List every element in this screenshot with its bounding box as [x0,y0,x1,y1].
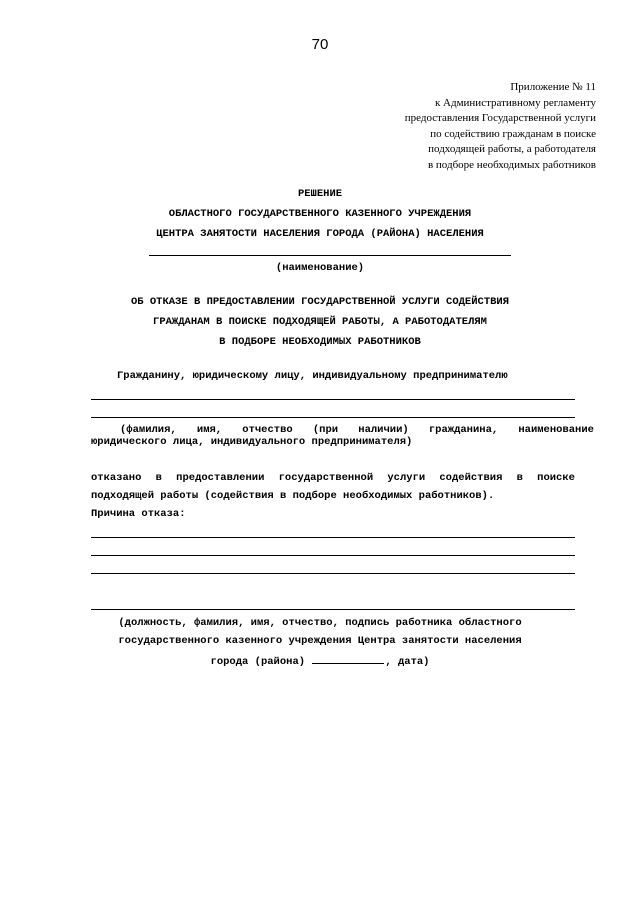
appendix-block [336,80,596,174]
addressee-caption-line-2: юридического лица, индивидуального предпринимателя) [91,436,413,448]
signature-blank-line [91,609,575,610]
appendix-line: предоставления Государственной услуги [404,112,596,125]
reason-label: Причина отказа: [91,508,186,520]
page-number: 70 [311,36,329,53]
refusal-word: отказано [91,472,142,484]
refusal-word: поиске [537,472,575,484]
caption-word: (при [312,424,339,436]
organization-line-2: ЦЕНТРА ЗАНЯТОСТИ НАСЕЛЕНИЯ ГОРОДА (РАЙОНА) НАСЕЛЕНИЯ [156,228,484,240]
subject-line-3: В ПОДБОРЕ НЕОБХОДИМЫХ РАБОТНИКОВ [219,336,421,348]
subject-line-2: ГРАЖДАНАМ В ПОИСКЕ ПОДХОДЯЩЕЙ РАБОТЫ, А РАБОТОДАТЕЛЯМ [153,316,487,328]
appendix-line: в подборе необходимых работников [427,158,596,171]
organization-line-1: ОБЛАСТНОГО ГОСУДАРСТВЕННОГО КАЗЕННОГО УЧРЕЖДЕНИЯ [168,208,472,220]
addressee-blank-line [91,417,575,418]
signature-city-label: города (района) [210,656,306,668]
refusal-word: содействия [439,472,503,484]
refusal-word: в [155,472,162,484]
caption-word: имя, [196,424,223,436]
document-title: РЕШЕНИЕ [297,188,343,200]
caption-word: наличии) [358,424,409,436]
addressee-caption-line-1 [120,424,594,436]
addressee-blank-line [91,399,575,400]
signature-caption-line-3 [0,653,640,668]
refusal-line-2: подходящей работы (содействия в подборе необходимых работников). [91,490,495,502]
addressee-intro: Гражданину, юридическому лицу, индивидуальному предпринимателю [117,370,508,382]
caption-word: наименование [518,424,594,436]
refusal-word: государственной [278,472,374,484]
refusal-word: в [516,472,523,484]
subject-line-1: ОБ ОТКАЗЕ В ПРЕДОСТАВЛЕНИИ ГОСУДАРСТВЕННОЙ УСЛУГИ СОДЕЙСТВИЯ [130,296,510,308]
signature-city-blank [312,653,384,664]
reason-blank-line [91,537,575,538]
refusal-word: услуги [387,472,426,484]
signature-caption-line-2: государственного казенного учреждения Центра занятости населения [118,635,522,647]
appendix-line: к Административному регламенту [434,96,596,109]
caption-word: отчество [242,424,293,436]
refusal-word: предоставлении [176,472,265,484]
signature-caption-line-1: (должность, фамилия, имя, отчество, подпись работника областного [118,617,522,629]
name-blank-line [149,255,511,256]
signature-date-label: , дата) [385,656,430,668]
caption-word: гражданина, [428,424,499,436]
name-caption: (наименование) [275,262,365,274]
refusal-line-1 [91,472,575,484]
caption-word: (фамилия, [120,424,177,436]
appendix-line: Приложение № 11 [510,81,596,93]
reason-blank-line [91,573,575,574]
appendix-line: по содействию гражданам в поиске [430,127,596,140]
reason-blank-line [91,555,575,556]
appendix-line: подходящей работы, а работодателя [428,143,596,156]
